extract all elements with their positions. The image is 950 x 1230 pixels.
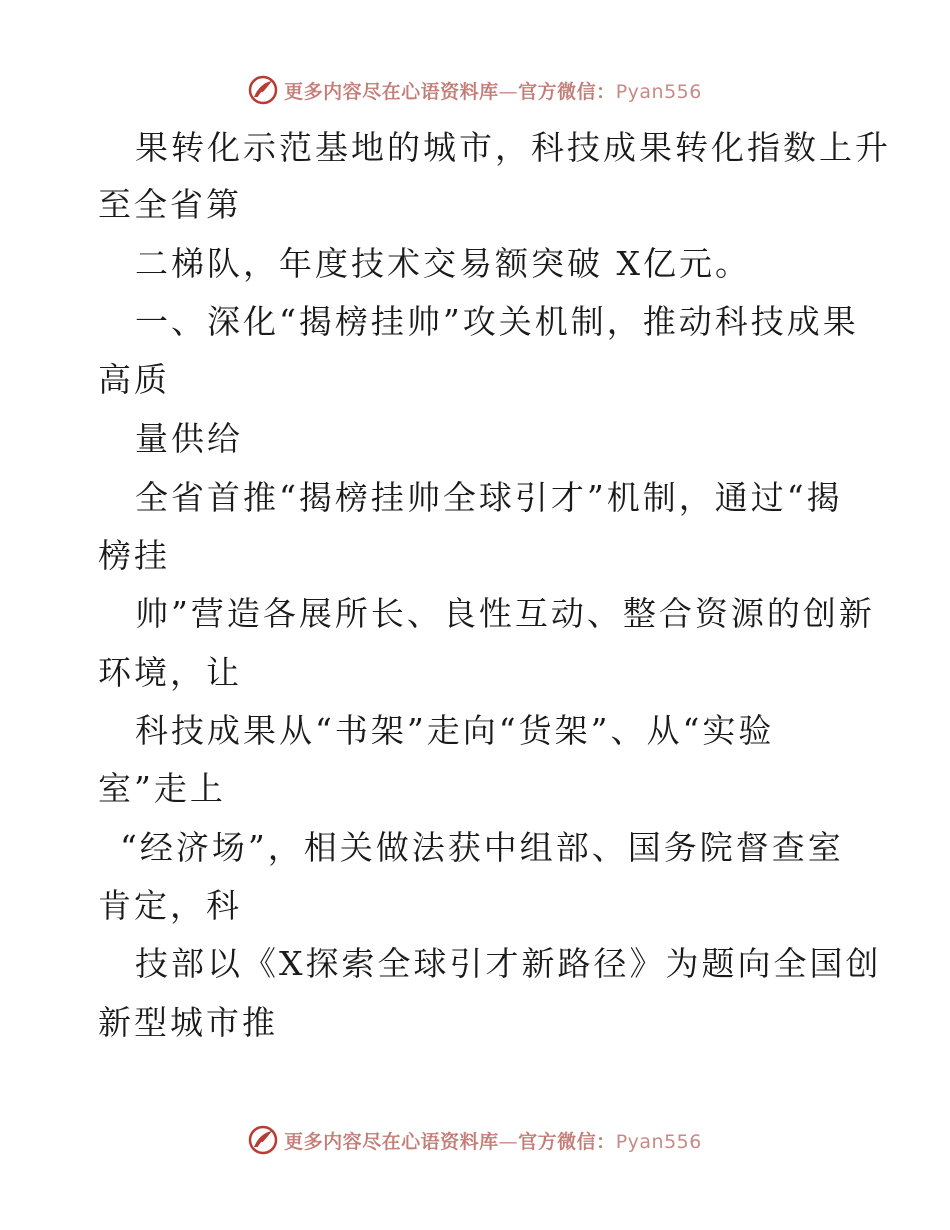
paragraph-line: 二梯队，年度技术交易额突破 X亿元。 [135,244,751,283]
paragraph-line: 技部以《X探索全球引才新路径》为题向全国创 [135,944,882,983]
paragraph-line: 科技成果从“书架”走向“货架”、从“实验 [135,711,775,750]
paragraph-line: 榜挂 [98,536,170,575]
watermark-official: 官方微信： [518,80,616,103]
watermark-brand: 更多内容尽在心语资料库 [284,1130,499,1153]
watermark-text [284,1127,702,1154]
paragraph-line: 帅”营造各展所长、良性互动、整合资源的创新 [135,594,875,633]
paragraph-line: 肯定，科 [98,886,242,925]
watermark-handle: Pyan556 [615,1130,702,1153]
paragraph-line: 一、深化“揭榜挂帅”攻关机制，推动科技成果 [135,302,859,341]
paragraph-line: 全省首推“揭榜挂帅全球引才”机制，通过“揭 [135,478,843,517]
paragraph-line: 室”走上 [98,769,226,808]
watermark-brand: 更多内容尽在心语资料库 [284,80,499,103]
header-watermark [0,70,950,110]
watermark-official: 官方微信： [518,1130,616,1153]
paragraph-line: 量供给 [135,419,243,458]
paragraph-line: 至全省第 [98,185,242,224]
pen-logo-icon [248,1125,278,1155]
watermark-separator: — [498,1130,519,1153]
watermark-handle: Pyan556 [615,80,702,103]
watermark-text [284,77,702,104]
pen-logo-icon [248,75,278,105]
paragraph-line: 环境，让 [98,653,242,692]
watermark-separator: — [498,80,519,103]
paragraph-line: 新型城市推 [98,1003,278,1042]
paragraph-line: 高质 [98,360,170,399]
footer-watermark [0,1120,950,1160]
paragraph-line: “经济场”，相关做法获中组部、国务院督查室 [120,828,844,867]
paragraph-line: 果转化示范基地的城市，科技成果转化指数上升 [135,128,891,167]
